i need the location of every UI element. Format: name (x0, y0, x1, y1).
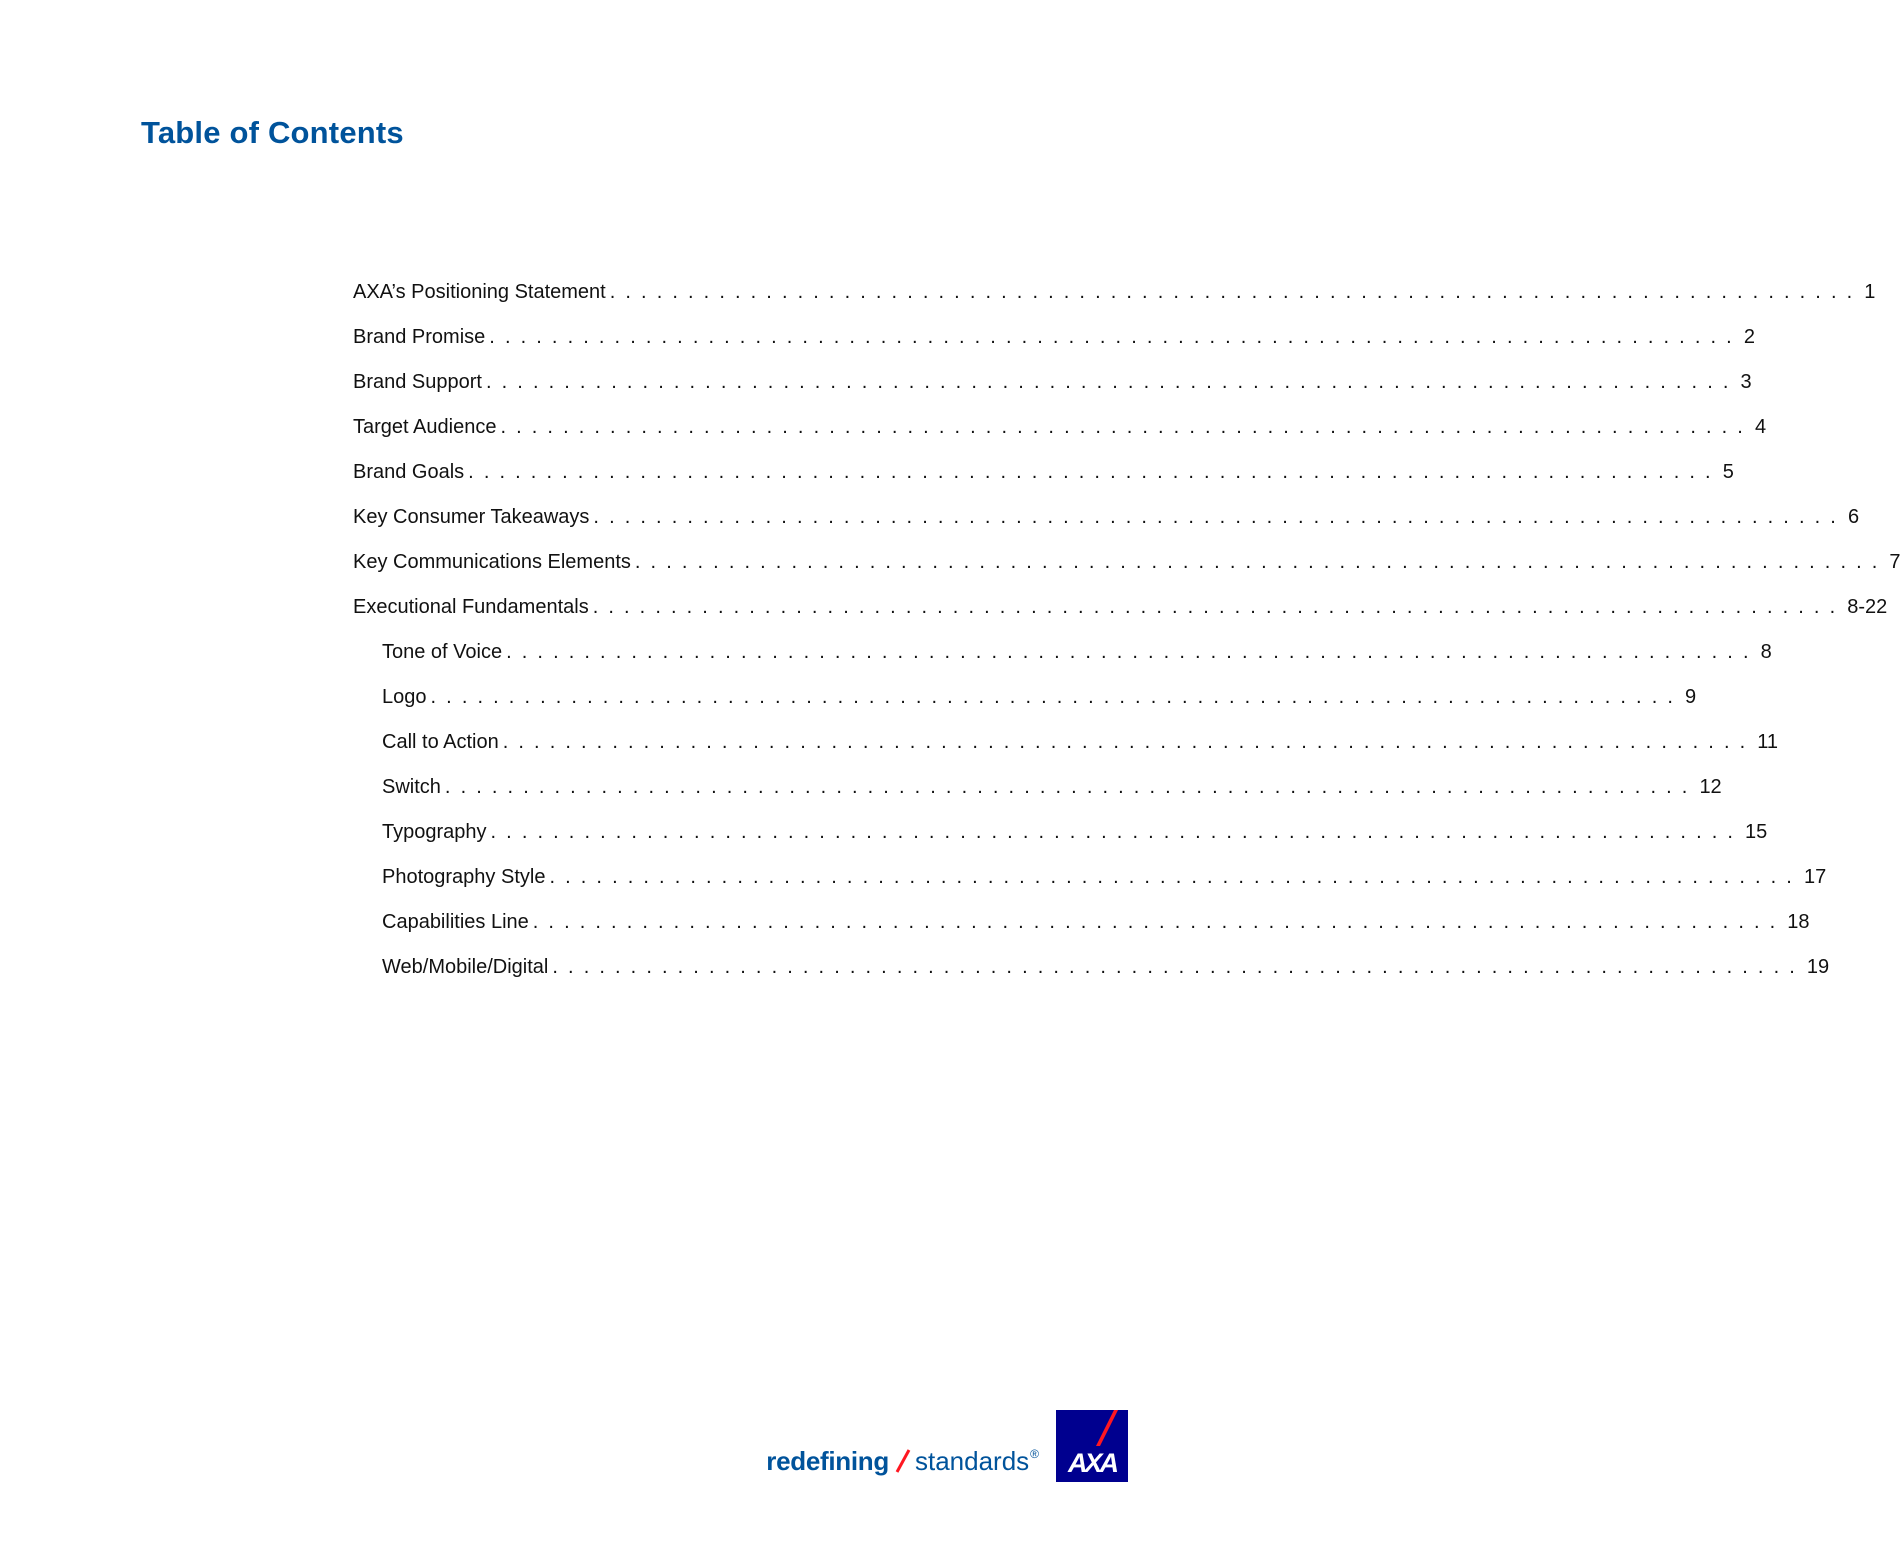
toc-entry-page-number: 6 (1847, 506, 1860, 528)
toc-dot-leader: ................................................................................ (552, 956, 1805, 978)
axa-logo-text: AXA (1067, 1448, 1117, 1478)
toc-entry-page-number: 8 (1760, 641, 1772, 663)
footer-branding (766, 1410, 1128, 1482)
toc-dot-leader: ................................................................................ (532, 911, 1786, 933)
toc-dot-leader: ................................................................................ (592, 596, 1846, 618)
toc-entry-label: Photography Style (382, 866, 546, 888)
toc-entry-page-number: 3 (1740, 371, 1752, 393)
toc-entry-label: Executional Fundamentals (353, 596, 589, 618)
toc-entry-label: Switch (382, 776, 441, 798)
toc-entry[interactable] (353, 366, 1752, 411)
toc-entry-page-number: 17 (1803, 866, 1827, 888)
toc-dot-leader: ................................................................................ (430, 686, 1684, 708)
toc-dot-leader: ................................................................................ (489, 326, 1742, 348)
toc-entry-label: Brand Promise (353, 326, 486, 348)
toc-entry[interactable] (353, 816, 1768, 861)
toc-entry[interactable] (353, 861, 1827, 906)
toc-dot-leader: ................................................................................ (490, 821, 1744, 843)
toc-entry-label: Web/Mobile/Digital (382, 956, 549, 978)
toc-entry-page-number: 15 (1745, 821, 1768, 843)
toc-dot-leader: ................................................................................ (593, 506, 1846, 528)
toc-entry-label: Capabilities Line (382, 911, 529, 933)
toc-entry-page-number: 7 (1889, 551, 1901, 573)
toc-entry[interactable] (353, 411, 1767, 456)
toc-dot-leader: ................................................................................ (444, 776, 1698, 798)
toc-entry-label: Tone of Voice (382, 641, 503, 663)
toc-dot-leader: ................................................................................ (549, 866, 1802, 888)
registered-mark: ® (1030, 1447, 1039, 1461)
toc-entry-label: Key Consumer Takeaways (353, 506, 590, 528)
toc-entry-page-number: 2 (1743, 326, 1755, 348)
toc-dot-leader: ................................................................................ (609, 281, 1863, 303)
toc-entry-label: Brand Goals (353, 461, 465, 483)
red-slash-icon (895, 1448, 911, 1474)
table-of-contents (353, 276, 1901, 996)
toc-entry-label: Call to Action (382, 731, 499, 753)
toc-entry[interactable] (353, 591, 1888, 636)
toc-entry-page-number: 19 (1806, 956, 1830, 978)
toc-entry[interactable] (353, 276, 1876, 321)
toc-entry[interactable] (353, 546, 1901, 591)
toc-entry-page-number: 1 (1864, 281, 1876, 303)
toc-entry[interactable] (353, 681, 1697, 726)
toc-entry-page-number: 5 (1722, 461, 1734, 483)
toc-entry-label: Target Audience (353, 416, 497, 438)
toc-dot-leader: ................................................................................ (500, 416, 1753, 438)
toc-entry[interactable] (353, 726, 1779, 771)
toc-entry[interactable] (353, 456, 1734, 501)
toc-entry-label: Brand Support (353, 371, 482, 393)
page-title: Table of Contents (141, 115, 404, 150)
toc-dot-leader: ................................................................................ (634, 551, 1888, 573)
toc-dot-leader: ................................................................................ (485, 371, 1739, 393)
toc-entry[interactable] (353, 321, 1755, 366)
toc-entry[interactable] (353, 771, 1722, 816)
toc-entry[interactable] (353, 906, 1810, 951)
toc-entry-page-number: 8-22 (1847, 596, 1888, 618)
toc-entry-label: AXA’s Positioning Statement (353, 281, 606, 303)
toc-entry[interactable] (353, 951, 1830, 996)
tagline (766, 1444, 1039, 1479)
toc-entry-page-number: 4 (1754, 416, 1767, 438)
toc-dot-leader: ................................................................................ (468, 461, 1721, 483)
tagline-light: standards (914, 1446, 1030, 1476)
toc-dot-leader: ................................................................................ (502, 731, 1756, 753)
toc-entry[interactable] (353, 501, 1860, 546)
toc-entry-label: Logo (382, 686, 427, 708)
tagline-bold: redefining (766, 1446, 889, 1476)
toc-entry-page-number: 9 (1685, 686, 1697, 708)
toc-dot-leader: ................................................................................ (506, 641, 1759, 663)
toc-entry-label: Typography (382, 821, 487, 843)
toc-entry-page-number: 18 (1787, 911, 1810, 933)
toc-entry-label: Key Communications Elements (353, 551, 631, 573)
toc-entry-page-number: 12 (1699, 776, 1722, 798)
axa-logo (1056, 1410, 1128, 1482)
toc-entry[interactable] (353, 636, 1772, 681)
toc-entry-page-number: 11 (1757, 731, 1779, 753)
